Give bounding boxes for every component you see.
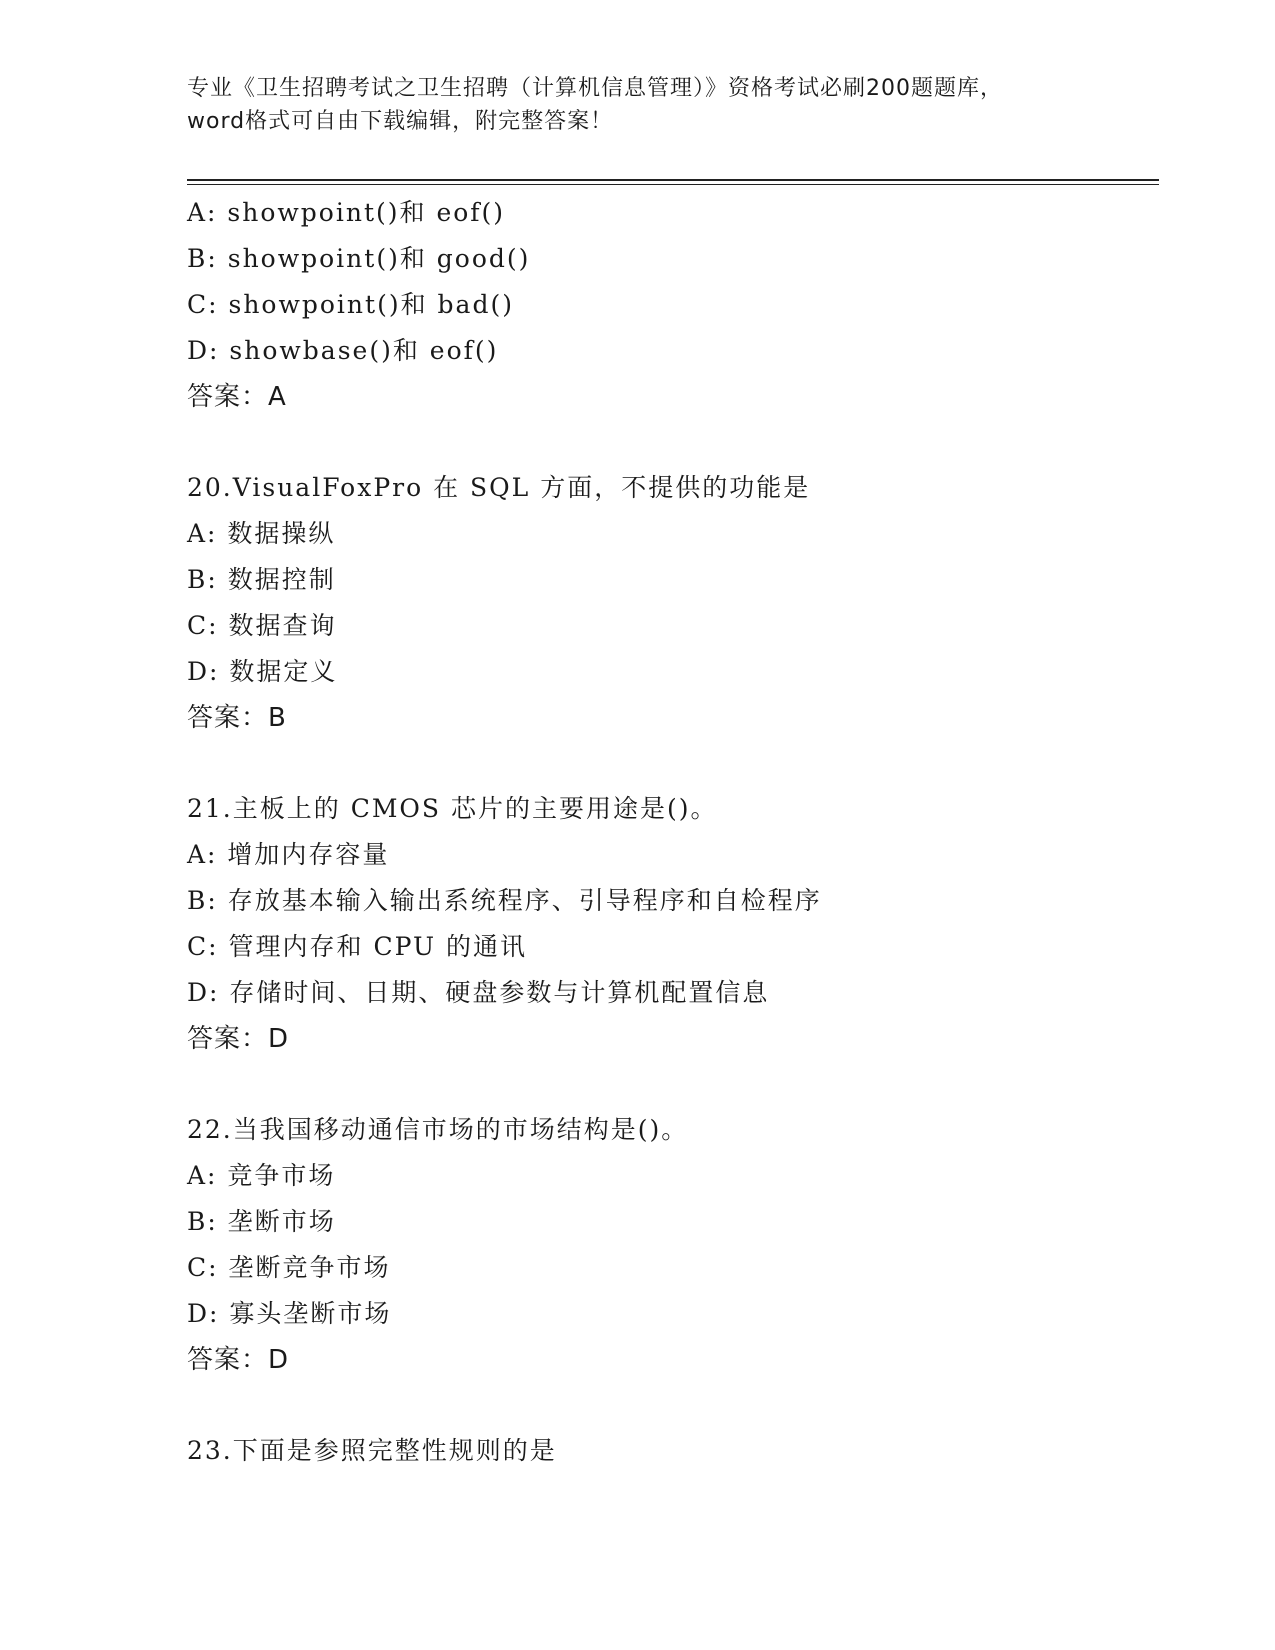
- option-b: B: showpoint()和 good(): [187, 244, 531, 273]
- option-a: A: 增加内存容量: [187, 840, 390, 869]
- option-b: B: 垄断市场: [187, 1207, 336, 1236]
- option-c: C: 垄断竞争市场: [187, 1253, 391, 1282]
- option-c: C: showpoint()和 bad(): [187, 290, 514, 319]
- question-block: [187, 786, 1187, 1062]
- option-a: A: showpoint()和 eof(): [187, 198, 506, 227]
- header-divider-thick: [187, 179, 1159, 181]
- question-list: [187, 190, 1187, 1474]
- header-line-1: 专业《卫生招聘考试之卫生招聘（计算机信息管理）》资格考试必刷200题题库，: [187, 76, 1003, 101]
- option-d: D: 存储时间、日期、硬盘参数与计算机配置信息: [187, 978, 770, 1007]
- question-block: [187, 1107, 1187, 1383]
- answer-line: 答案：D: [187, 1345, 290, 1375]
- option-c: C: 管理内存和 CPU 的通讯: [187, 932, 527, 961]
- question-block: [187, 190, 1187, 420]
- answer-line: 答案：D: [187, 1024, 290, 1054]
- option-b: B: 存放基本输入输出系统程序、引导程序和自检程序: [187, 886, 822, 915]
- question-title: 22.当我国移动通信市场的市场结构是()。: [187, 1115, 689, 1144]
- question-title: 20.VisualFoxPro 在 SQL 方面，不提供的功能是: [187, 473, 811, 502]
- option-d: D: 数据定义: [187, 657, 338, 686]
- option-a: A: 竞争市场: [187, 1161, 336, 1190]
- option-c: C: 数据查询: [187, 611, 337, 640]
- header-divider-thin: [187, 184, 1159, 185]
- question-title: 21.主板上的 CMOS 芯片的主要用途是()。: [187, 794, 718, 823]
- answer-line: 答案：A: [187, 382, 287, 412]
- header-line-2: word格式可自由下载编辑，附完整答案！: [187, 109, 614, 134]
- option-d: D: showbase()和 eof(): [187, 336, 499, 365]
- option-b: B: 数据控制: [187, 565, 336, 594]
- question-block: [187, 1428, 1187, 1474]
- option-a: A: 数据操纵: [187, 519, 336, 548]
- answer-line: 答案：B: [187, 703, 287, 733]
- document-header: [187, 72, 1107, 138]
- option-d: D: 寡头垄断市场: [187, 1299, 392, 1328]
- question-title: 23.下面是参照完整性规则的是: [187, 1436, 557, 1465]
- question-block: [187, 465, 1187, 741]
